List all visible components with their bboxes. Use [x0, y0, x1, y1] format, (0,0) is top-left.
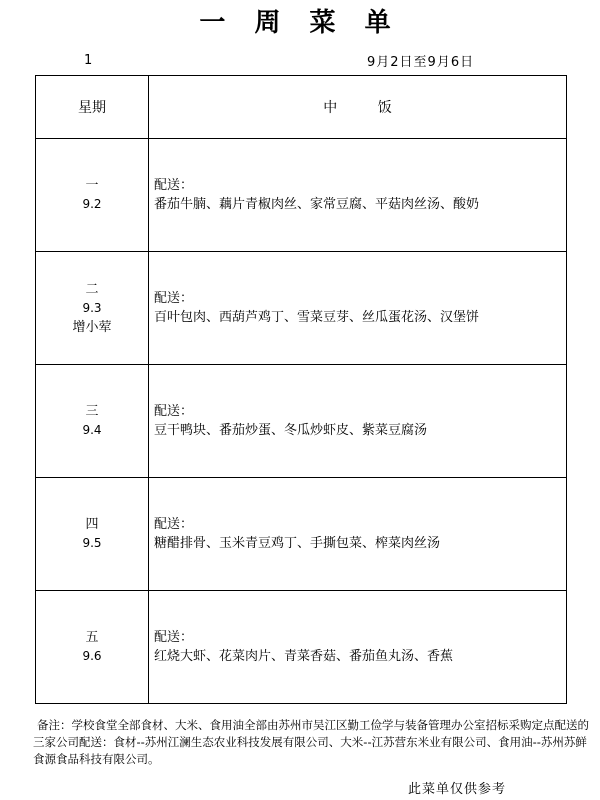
footnote: 备注：学校食堂全部食材、大米、食用油全部由苏州市吴江区勤工俭学与装备管理办公室招标采购定点配送的三家公司配送：食材--苏州江澜生态农业科技发展有限公司、大米--江苏营东米业有限公司、食用油--苏州苏鲜食源食品科技有限公司。 [33, 718, 589, 766]
date-range: 9月2日至9月6日 [367, 55, 475, 70]
day-date: 9.3 [82, 300, 102, 315]
meal-cell [149, 478, 567, 591]
meal-dishes: 百叶包肉、西葫芦鸡丁、雪菜豆芽、丝瓜蛋花汤、汉堡饼 [154, 310, 480, 325]
day-name: 四 [85, 517, 99, 532]
reference-disclaimer: 此菜单仅供参考 [408, 782, 507, 797]
header-lunch: 中 饭 [149, 76, 567, 139]
meal-dishes: 糖醋排骨、玉米青豆鸡丁、手撕包菜、榨菜肉丝汤 [154, 536, 441, 551]
day-name: 五 [85, 630, 99, 645]
page-title: 一 周 菜 单 [199, 8, 401, 38]
meal-label: 配送： [154, 630, 194, 645]
day-name: 三 [85, 404, 99, 419]
day-name: 一 [85, 178, 99, 193]
header-day: 星期 [36, 76, 149, 139]
meal-label: 配送： [154, 404, 194, 419]
day-date: 9.6 [82, 649, 102, 663]
meal-cell [149, 139, 567, 252]
meal-dishes: 番茄牛腩、藕片青椒肉丝、家常豆腐、平菇肉丝汤、酸奶 [154, 197, 480, 212]
day-cell [36, 478, 149, 591]
day-date: 9.2 [82, 197, 102, 211]
menu-table [35, 75, 567, 704]
day-name: 二 [85, 281, 99, 297]
table-row [36, 591, 567, 704]
meal-dishes: 豆干鸭块、番茄炒蛋、冬瓜炒虾皮、紫菜豆腐汤 [154, 423, 428, 438]
table-row [36, 139, 567, 252]
meal-cell [149, 591, 567, 704]
day-cell [36, 365, 149, 478]
day-date: 9.5 [82, 536, 102, 550]
meal-cell [149, 252, 567, 365]
day-extra: 增小荤 [72, 319, 112, 335]
week-number: 1 [84, 53, 93, 68]
meal-label: 配送： [154, 178, 194, 193]
day-cell [36, 252, 149, 365]
meal-cell [149, 365, 567, 478]
meal-dishes: 红烧大虾、花菜肉片、青菜香菇、番茄鱼丸汤、香蕉 [154, 649, 454, 664]
table-header-row [36, 76, 567, 139]
table-row [36, 365, 567, 478]
day-cell [36, 591, 149, 704]
table-row [36, 478, 567, 591]
day-cell [36, 139, 149, 252]
meal-label: 配送： [154, 291, 194, 306]
day-date: 9.4 [82, 423, 102, 437]
table-row [36, 252, 567, 365]
meal-label: 配送： [154, 517, 194, 532]
